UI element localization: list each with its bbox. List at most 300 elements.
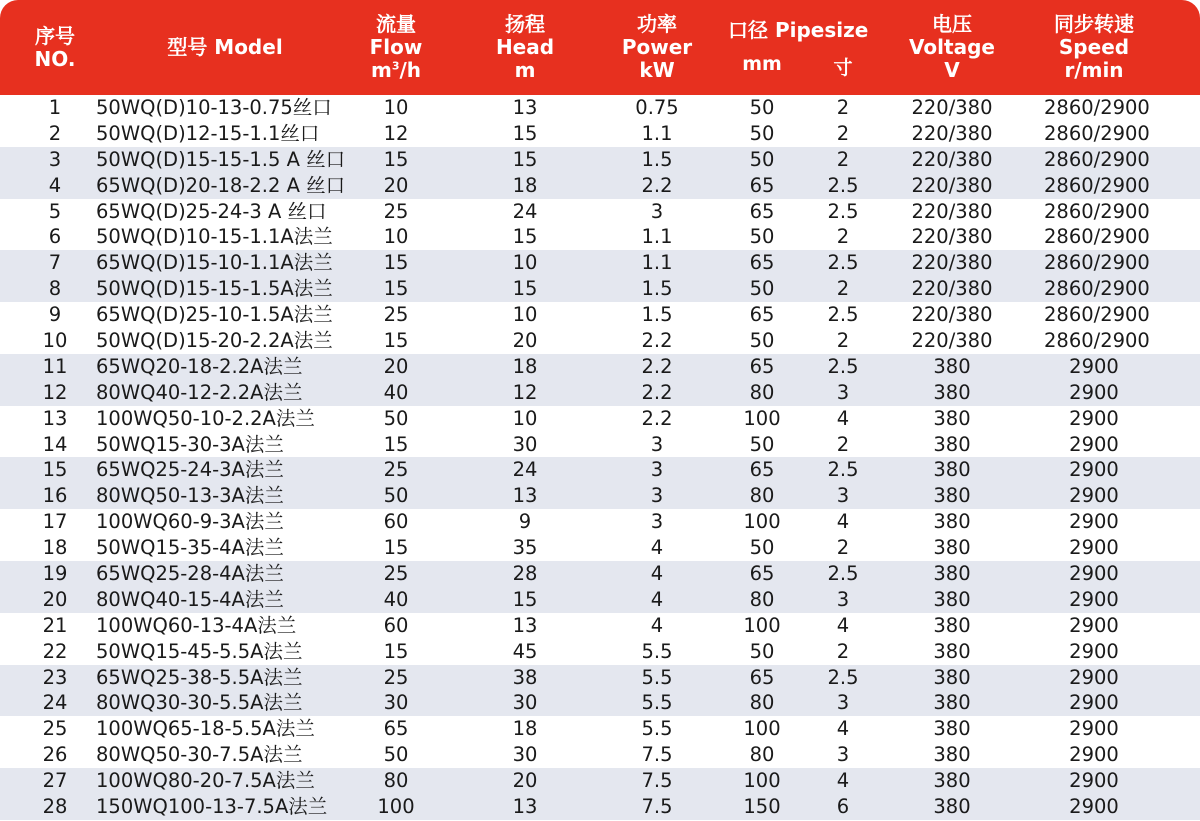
cell-voltage: 380	[933, 717, 971, 741]
cell-flow: 100	[377, 795, 415, 819]
cell-speed: 2860/2900	[1044, 199, 1150, 223]
header-head-cn: 扬程	[505, 12, 545, 36]
cell-voltage: 380	[933, 562, 971, 586]
cell-power: 4	[650, 587, 664, 611]
cell-pipesize-inch: 3	[836, 587, 850, 611]
flow-unit-sup: 3	[391, 59, 400, 73]
cell-speed: 2900	[1069, 639, 1119, 663]
cell-no: 2	[48, 121, 62, 145]
cell-model: 100WQ60-13-4A法兰	[96, 613, 297, 637]
cell-no: 25	[42, 717, 68, 741]
cell-speed: 2860/2900	[1044, 277, 1150, 301]
cell-voltage: 380	[933, 769, 971, 793]
cell-voltage: 380	[933, 613, 971, 637]
cell-power: 4	[650, 536, 664, 560]
cell-pipesize-mm: 80	[749, 691, 775, 715]
cell-voltage: 380	[933, 432, 971, 456]
cell-voltage: 380	[933, 795, 971, 819]
table-row	[0, 432, 1200, 458]
table-row	[0, 742, 1200, 768]
flow-unit-rest: /h	[399, 58, 422, 82]
cell-power: 3	[650, 432, 664, 456]
cell-no: 26	[42, 743, 68, 767]
cell-power: 2.2	[641, 173, 673, 197]
cell-flow: 15	[383, 536, 409, 560]
header-speed	[1029, 0, 1159, 95]
cell-voltage: 380	[933, 691, 971, 715]
cell-voltage: 380	[933, 639, 971, 663]
cell-model: 80WQ40-15-4A法兰	[96, 587, 284, 611]
cell-no: 1	[48, 96, 62, 119]
cell-head: 35	[512, 536, 538, 560]
cell-pipesize-inch: 2.5	[827, 199, 859, 223]
cell-pipesize-mm: 65	[749, 354, 775, 378]
cell-model: 50WQ15-45-5.5A法兰	[96, 639, 303, 663]
cell-pipesize-inch: 2	[836, 329, 850, 353]
cell-model: 50WQ(D)10-13-0.75丝口	[96, 96, 332, 119]
cell-speed: 2900	[1069, 743, 1119, 767]
cell-no: 17	[42, 510, 68, 534]
flow-unit-m: m	[370, 58, 392, 82]
cell-head: 20	[512, 769, 538, 793]
table-row	[0, 95, 1200, 121]
cell-voltage: 380	[933, 406, 971, 430]
cell-power: 3	[650, 510, 664, 534]
cell-speed: 2860/2900	[1044, 251, 1150, 275]
cell-model: 150WQ100-13-7.5A法兰	[96, 795, 328, 819]
cell-pipesize-inch: 4	[836, 613, 850, 637]
cell-pipesize-mm: 50	[749, 277, 775, 301]
cell-speed: 2900	[1069, 587, 1119, 611]
cell-model: 100WQ80-20-7.5A法兰	[96, 769, 315, 793]
cell-speed: 2900	[1069, 795, 1119, 819]
cell-flow: 15	[383, 329, 409, 353]
cell-voltage: 220/380	[911, 225, 993, 249]
table-row	[0, 535, 1200, 561]
cell-speed: 2860/2900	[1044, 121, 1150, 145]
table-row	[0, 380, 1200, 406]
cell-flow: 20	[383, 354, 409, 378]
cell-no: 9	[48, 303, 62, 327]
cell-pipesize-mm: 50	[749, 121, 775, 145]
header-power	[607, 0, 707, 95]
cell-model: 50WQ15-35-4A法兰	[96, 536, 284, 560]
cell-model: 50WQ(D)15-15-1.5A法兰	[96, 277, 333, 301]
cell-voltage: 380	[933, 458, 971, 482]
cell-head: 15	[512, 587, 538, 611]
cell-no: 10	[42, 329, 68, 353]
cell-head: 10	[512, 251, 538, 275]
cell-power: 7.5	[641, 795, 673, 819]
cell-flow: 65	[383, 717, 409, 741]
cell-voltage: 380	[933, 665, 971, 689]
cell-model: 80WQ40-12-2.2A法兰	[96, 380, 303, 404]
cell-voltage: 220/380	[911, 199, 993, 223]
cell-pipesize-mm: 65	[749, 199, 775, 223]
cell-pipesize-inch: 4	[836, 769, 850, 793]
cell-voltage: 220/380	[911, 96, 993, 119]
table-row	[0, 328, 1200, 354]
cell-head: 13	[512, 795, 538, 819]
cell-voltage: 220/380	[911, 173, 993, 197]
cell-no: 21	[42, 613, 68, 637]
cell-head: 30	[512, 743, 538, 767]
cell-model: 65WQ25-38-5.5A法兰	[96, 665, 303, 689]
cell-pipesize-mm: 100	[743, 406, 781, 430]
cell-pipesize-mm: 100	[743, 717, 781, 741]
cell-power: 3	[650, 458, 664, 482]
cell-flow: 80	[383, 769, 409, 793]
table-row	[0, 768, 1200, 794]
cell-flow: 60	[383, 510, 409, 534]
cell-pipesize-mm: 65	[749, 458, 775, 482]
header-model-label: 型号 Model	[167, 35, 283, 59]
cell-no: 3	[48, 147, 62, 171]
cell-pipesize-inch: 2	[836, 536, 850, 560]
cell-pipesize-inch: 2.5	[827, 354, 859, 378]
cell-model: 50WQ(D)15-15-1.5 A 丝口	[96, 147, 346, 171]
cell-voltage: 380	[933, 536, 971, 560]
cell-model: 80WQ30-30-5.5A法兰	[96, 691, 303, 715]
table-row	[0, 276, 1200, 302]
cell-pipesize-inch: 2.5	[827, 303, 859, 327]
cell-voltage: 220/380	[911, 277, 993, 301]
header-head-unit: m	[514, 58, 536, 82]
cell-pipesize-inch: 2	[836, 225, 850, 249]
cell-model: 50WQ15-30-3A法兰	[96, 432, 284, 456]
cell-head: 10	[512, 303, 538, 327]
cell-pipesize-inch: 3	[836, 380, 850, 404]
cell-head: 9	[518, 510, 532, 534]
cell-voltage: 380	[933, 380, 971, 404]
cell-pipesize-mm: 50	[749, 536, 775, 560]
cell-power: 4	[650, 613, 664, 637]
cell-pipesize-mm: 100	[743, 613, 781, 637]
header-volt-cn: 电压	[932, 12, 972, 36]
cell-pipesize-inch: 2.5	[827, 562, 859, 586]
cell-pipesize-mm: 50	[749, 147, 775, 171]
cell-no: 24	[42, 691, 68, 715]
cell-voltage: 380	[933, 510, 971, 534]
cell-model: 65WQ(D)25-24-3 A 丝口	[96, 199, 327, 223]
table-row	[0, 509, 1200, 535]
cell-head: 12	[512, 380, 538, 404]
cell-head: 30	[512, 691, 538, 715]
cell-speed: 2900	[1069, 562, 1119, 586]
cell-speed: 2900	[1069, 458, 1119, 482]
header-flow-cn: 流量	[376, 12, 416, 36]
cell-pipesize-mm: 65	[749, 173, 775, 197]
cell-flow: 15	[383, 251, 409, 275]
cell-flow: 20	[383, 173, 409, 197]
cell-head: 13	[512, 484, 538, 508]
table-row	[0, 406, 1200, 432]
cell-pipesize-inch: 4	[836, 406, 850, 430]
cell-no: 19	[42, 562, 68, 586]
cell-power: 7.5	[641, 743, 673, 767]
header-no-cn: 序号	[35, 23, 75, 48]
cell-power: 1.1	[641, 251, 673, 275]
cell-head: 18	[512, 173, 538, 197]
cell-power: 5.5	[641, 691, 673, 715]
table-row	[0, 613, 1200, 639]
cell-model: 50WQ(D)10-15-1.1A法兰	[96, 225, 333, 249]
cell-speed: 2860/2900	[1044, 173, 1150, 197]
cell-voltage: 380	[933, 484, 971, 508]
cell-pipesize-inch: 2.5	[827, 251, 859, 275]
cell-flow: 25	[383, 458, 409, 482]
cell-model: 65WQ(D)15-10-1.1A法兰	[96, 251, 333, 275]
cell-voltage: 220/380	[911, 147, 993, 171]
table-header	[0, 0, 1200, 95]
cell-flow: 15	[383, 639, 409, 663]
cell-no: 6	[48, 225, 62, 249]
cell-no: 12	[42, 380, 68, 404]
table-body	[0, 95, 1200, 820]
cell-speed: 2900	[1069, 380, 1119, 404]
cell-flow: 50	[383, 743, 409, 767]
header-power-unit: kW	[639, 58, 675, 82]
cell-flow: 30	[383, 691, 409, 715]
cell-head: 30	[512, 432, 538, 456]
header-flow-en: Flow	[369, 35, 423, 59]
cell-pipesize-mm: 50	[749, 329, 775, 353]
header-speed-unit: r/min	[1064, 58, 1124, 82]
cell-power: 3	[650, 484, 664, 508]
cell-pipesize-mm: 100	[743, 510, 781, 534]
cell-head: 28	[512, 562, 538, 586]
cell-model: 100WQ65-18-5.5A法兰	[96, 717, 315, 741]
cell-power: 5.5	[641, 639, 673, 663]
header-volt-unit: V	[944, 58, 960, 82]
header-flow	[346, 0, 446, 95]
cell-pipesize-inch: 2	[836, 277, 850, 301]
cell-head: 13	[512, 613, 538, 637]
cell-speed: 2900	[1069, 432, 1119, 456]
cell-flow: 10	[383, 96, 409, 119]
cell-model: 80WQ50-13-3A法兰	[96, 484, 284, 508]
cell-power: 1.5	[641, 147, 673, 171]
cell-pipesize-mm: 80	[749, 380, 775, 404]
cell-power: 1.1	[641, 225, 673, 249]
cell-model: 65WQ25-24-3A法兰	[96, 458, 284, 482]
cell-speed: 2900	[1069, 769, 1119, 793]
header-flow-unit	[371, 59, 421, 82]
cell-pipesize-inch: 4	[836, 510, 850, 534]
cell-power: 4	[650, 562, 664, 586]
cell-pipesize-inch: 6	[836, 795, 850, 819]
cell-flow: 25	[383, 562, 409, 586]
cell-pipesize-mm: 150	[743, 795, 781, 819]
header-model	[140, 0, 310, 95]
cell-flow: 15	[383, 147, 409, 171]
cell-head: 15	[512, 121, 538, 145]
cell-power: 2.2	[641, 380, 673, 404]
cell-power: 1.1	[641, 121, 673, 145]
cell-head: 13	[512, 96, 538, 119]
cell-pipesize-inch: 3	[836, 691, 850, 715]
cell-no: 18	[42, 536, 68, 560]
cell-head: 24	[512, 458, 538, 482]
cell-model: 65WQ(D)25-10-1.5A法兰	[96, 303, 333, 327]
cell-pipesize-inch: 2	[836, 639, 850, 663]
cell-speed: 2900	[1069, 665, 1119, 689]
cell-head: 20	[512, 329, 538, 353]
cell-model: 50WQ(D)12-15-1.1丝口	[96, 121, 320, 145]
cell-model: 100WQ60-9-3A法兰	[96, 510, 284, 534]
header-speed-cn: 同步转速	[1054, 12, 1134, 36]
cell-power: 1.5	[641, 303, 673, 327]
cell-flow: 10	[383, 225, 409, 249]
cell-no: 13	[42, 406, 68, 430]
cell-no: 22	[42, 639, 68, 663]
cell-pipesize-inch: 2.5	[827, 665, 859, 689]
cell-power: 2.2	[641, 406, 673, 430]
cell-flow: 25	[383, 303, 409, 327]
cell-speed: 2900	[1069, 510, 1119, 534]
cell-pipesize-mm: 80	[749, 587, 775, 611]
cell-no: 15	[42, 458, 68, 482]
cell-pipesize-mm: 100	[743, 769, 781, 793]
cell-speed: 2900	[1069, 536, 1119, 560]
cell-no: 27	[42, 769, 68, 793]
cell-no: 11	[42, 354, 68, 378]
cell-flow: 12	[383, 121, 409, 145]
header-pipesize-mm: mm	[742, 53, 782, 75]
cell-flow: 15	[383, 432, 409, 456]
cell-pipesize-mm: 80	[749, 743, 775, 767]
cell-head: 18	[512, 717, 538, 741]
table-row	[0, 639, 1200, 665]
table-row	[0, 121, 1200, 147]
cell-voltage: 380	[933, 587, 971, 611]
table-row	[0, 794, 1200, 820]
cell-model: 80WQ50-30-7.5A法兰	[96, 743, 303, 767]
cell-speed: 2900	[1069, 717, 1119, 741]
cell-no: 4	[48, 173, 62, 197]
cell-no: 20	[42, 587, 68, 611]
cell-pipesize-inch: 2	[836, 96, 850, 119]
cell-pipesize-mm: 50	[749, 639, 775, 663]
cell-model: 65WQ(D)20-18-2.2 A 丝口	[96, 173, 346, 197]
cell-flow: 60	[383, 613, 409, 637]
header-power-en: Power	[621, 35, 693, 59]
cell-head: 10	[512, 406, 538, 430]
table-row	[0, 483, 1200, 509]
cell-head: 15	[512, 147, 538, 171]
header-speed-en: Speed	[1058, 35, 1130, 59]
cell-pipesize-mm: 80	[749, 484, 775, 508]
cell-model: 50WQ(D)15-20-2.2A法兰	[96, 329, 333, 353]
cell-speed: 2860/2900	[1044, 147, 1150, 171]
cell-head: 38	[512, 665, 538, 689]
header-pipesize: 口径 Pipesize	[728, 18, 869, 42]
cell-voltage: 380	[933, 743, 971, 767]
cell-speed: 2900	[1069, 484, 1119, 508]
table-row	[0, 199, 1200, 225]
cell-voltage: 380	[933, 354, 971, 378]
cell-power: 5.5	[641, 717, 673, 741]
cell-power: 7.5	[641, 769, 673, 793]
cell-flow: 15	[383, 277, 409, 301]
cell-pipesize-inch: 2.5	[827, 173, 859, 197]
cell-head: 45	[512, 639, 538, 663]
cell-pipesize-inch: 2.5	[827, 458, 859, 482]
cell-pipesize-mm: 65	[749, 562, 775, 586]
header-power-cn: 功率	[637, 12, 677, 36]
cell-pipesize-inch: 2	[836, 121, 850, 145]
cell-power: 2.2	[641, 354, 673, 378]
cell-pipesize-mm: 50	[749, 432, 775, 456]
table-row	[0, 302, 1200, 328]
table-row	[0, 690, 1200, 716]
cell-no: 28	[42, 795, 68, 819]
cell-model: 65WQ20-18-2.2A法兰	[96, 354, 303, 378]
cell-flow: 40	[383, 380, 409, 404]
cell-pipesize-mm: 65	[749, 665, 775, 689]
cell-speed: 2900	[1069, 613, 1119, 637]
cell-head: 15	[512, 225, 538, 249]
cell-flow: 25	[383, 665, 409, 689]
table-row	[0, 457, 1200, 483]
cell-no: 5	[48, 199, 62, 223]
cell-voltage: 220/380	[911, 329, 993, 353]
cell-voltage: 220/380	[911, 121, 993, 145]
cell-power: 5.5	[641, 665, 673, 689]
cell-speed: 2860/2900	[1044, 225, 1150, 249]
cell-speed: 2860/2900	[1044, 303, 1150, 327]
cell-power: 2.2	[641, 329, 673, 353]
header-pipesize-inch: 寸	[833, 57, 853, 79]
cell-pipesize-mm: 50	[749, 96, 775, 119]
cell-no: 8	[48, 277, 62, 301]
cell-flow: 40	[383, 587, 409, 611]
cell-flow: 50	[383, 406, 409, 430]
cell-pipesize-inch: 3	[836, 743, 850, 767]
cell-power: 3	[650, 199, 664, 223]
header-no-en: NO.	[34, 46, 76, 71]
cell-pipesize-mm: 65	[749, 251, 775, 275]
cell-power: 1.5	[641, 277, 673, 301]
cell-pipesize-inch: 3	[836, 484, 850, 508]
table-row	[0, 561, 1200, 587]
cell-flow: 50	[383, 484, 409, 508]
header-head	[475, 0, 575, 95]
cell-voltage: 220/380	[911, 251, 993, 275]
header-voltage	[887, 0, 1017, 95]
table-row	[0, 587, 1200, 613]
table-row	[0, 250, 1200, 276]
cell-no: 7	[48, 251, 62, 275]
cell-no: 23	[42, 665, 68, 689]
header-no	[0, 0, 110, 95]
cell-head: 18	[512, 354, 538, 378]
cell-pipesize-mm: 50	[749, 225, 775, 249]
cell-speed: 2860/2900	[1044, 329, 1150, 353]
header-head-en: Head	[495, 35, 555, 59]
cell-speed: 2860/2900	[1044, 96, 1150, 119]
cell-head: 24	[512, 199, 538, 223]
cell-speed: 2900	[1069, 354, 1119, 378]
header-volt-en: Voltage	[909, 35, 995, 59]
table-row	[0, 716, 1200, 742]
table-row	[0, 665, 1200, 691]
cell-flow: 25	[383, 199, 409, 223]
cell-model: 100WQ50-10-2.2A法兰	[96, 406, 315, 430]
cell-pipesize-inch: 2	[836, 432, 850, 456]
cell-speed: 2900	[1069, 691, 1119, 715]
table-row	[0, 224, 1200, 250]
